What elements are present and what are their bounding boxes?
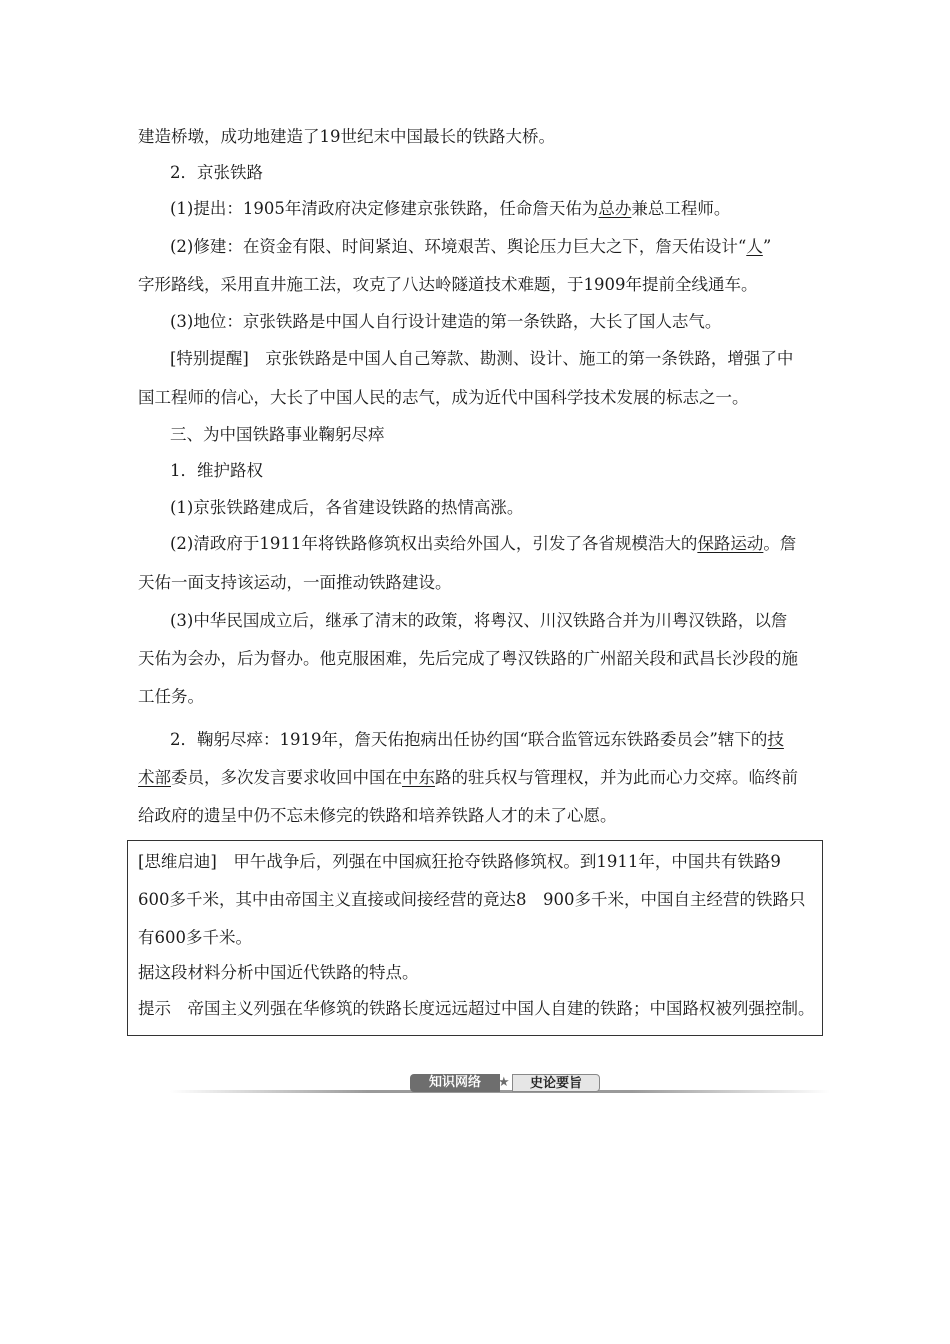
- text-line: 给政府的遗呈中仍不忘未修完的铁路和培养铁路人才的未了心愿。: [138, 806, 617, 825]
- section-banner: [170, 1070, 830, 1100]
- box-line: 据这段材料分析中国近代铁路的特点。: [138, 963, 419, 982]
- box-line: [思维启迪] 甲午战争后，列强在中国疯狂抢夺铁路修筑权。到1911年，中国共有铁路9: [138, 852, 781, 871]
- text-line: (1)提出：1905年清政府决定修建京张铁路，任命詹天佑为总办兼总工程师。: [170, 199, 731, 218]
- section-heading: 2．京张铁路: [170, 163, 263, 182]
- text-line: (3)中华民国成立后，继承了清末的政策，将粤汉、川汉铁路合并为川粤汉铁路，以詹: [170, 611, 788, 630]
- section-heading: 1．维护路权: [170, 461, 263, 480]
- text-line: (2)清政府于1911年将铁路修筑权出卖给外国人，引发了各省规模浩大的保路运动。詹: [170, 534, 797, 553]
- box-line: 600多千米，其中由帝国主义直接或间接经营的竟达8 900多千米，中国自主经营的铁路只: [138, 890, 806, 909]
- text-line: 天佑为会办，后为督办。他克服困难，先后完成了粤汉铁路的广州韶关段和武昌长沙段的施: [138, 649, 798, 668]
- underlined-term: 总办: [598, 199, 632, 218]
- underlined-term: 中东: [402, 768, 435, 787]
- underlined-term: 人: [746, 237, 763, 256]
- box-line: 有600多千米。: [138, 928, 252, 947]
- text-line: (2)修建：在资金有限、时间紧迫、环境艰苦、舆论压力巨大之下，詹天佑设计“人”: [170, 237, 772, 256]
- text-line: 字形路线，采用直井施工法，攻克了八达岭隧道技术难题，于1909年提前全线通车。: [138, 275, 758, 294]
- special-note: [特别提醒] 京张铁路是中国人自己筹款、勘测、设计、施工的第一条铁路，增强了中: [170, 349, 794, 368]
- text-line: 国工程师的信心，大长了中国人民的志气，成为近代中国科学技术发展的标志之一。: [138, 388, 749, 407]
- text-line: 天佑一面支持该运动，一面推动铁路建设。: [138, 573, 452, 592]
- section-heading: 三、为中国铁路事业鞠躬尽瘁: [170, 425, 385, 444]
- star-icon: ★: [498, 1075, 510, 1090]
- underlined-term: 技: [767, 730, 784, 749]
- box-line: 提示 帝国主义列强在华修筑的铁路长度远远超过中国人自建的铁路；中国路权被列强控制。: [138, 999, 815, 1018]
- text-line: (3)地位：京张铁路是中国人自行设计建造的第一条铁路，大长了国人志气。: [170, 312, 722, 331]
- underlined-term: 保路运动: [697, 534, 764, 553]
- text-line: 建造桥墩，成功地建造了19世纪末中国最长的铁路大桥。: [138, 127, 555, 146]
- banner-label-left: 知识网络: [410, 1074, 500, 1092]
- banner-label-right: 史论要旨: [512, 1074, 600, 1092]
- text-line: 工任务。: [138, 687, 204, 706]
- text-line: (1)京张铁路建成后，各省建设铁路的热情高涨。: [170, 498, 524, 517]
- underlined-term: 术部: [138, 768, 171, 787]
- thinking-box: [127, 840, 823, 1036]
- text-line: 2．鞠躬尽瘁：1919年，詹天佑抱病出任协约国“联合监管远东铁路委员会”辖下的技: [170, 730, 784, 749]
- text-line: 术部委员，多次发言要求收回中国在中东路的驻兵权与管理权，并为此而心力交瘁。临终前: [138, 768, 798, 787]
